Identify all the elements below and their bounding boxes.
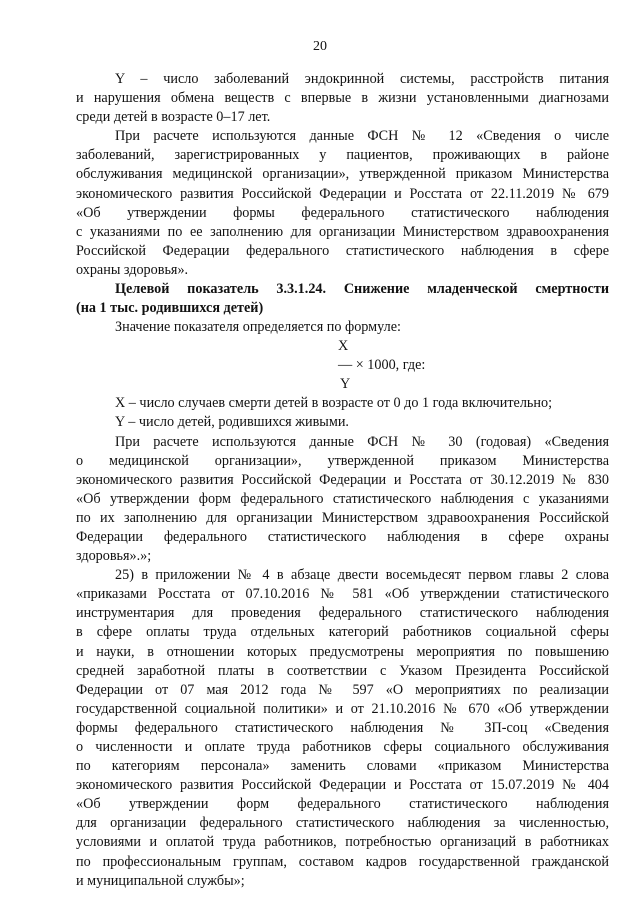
text-line: охраны здоровья».: [76, 261, 189, 278]
text-line: экономического развития Российской Федерации и Росстата от 30.12.2019 № 830: [76, 471, 609, 488]
text-line: инструментария для проведения федерального статистического наблюдения: [76, 605, 609, 622]
text-line: государственной социальной политики» и от 21.10.2016 № 670 «Об утверждении: [76, 700, 609, 717]
text-line: в сфере оплаты труда отдельных категорий работников социальной сферы: [76, 624, 609, 641]
text-line: «Об утверждении форм федерального статистического наблюдения: [76, 796, 609, 813]
text-line: «приказами Росстата от 07.10.2016 № 581 «Об утверждении статистического: [76, 586, 609, 603]
text-line: с указаниями по ее заполнению для организации Министерством здравоохранения: [76, 223, 609, 240]
text-line: экономического развития Российской Федерации и Росстата от 15.07.2019 № 404: [76, 777, 609, 794]
text-line: условиями и оплатой труда работников, потребностью организаций в работниках: [76, 834, 609, 851]
text-line: о медицинской организации», утвержденной приказом Министерства: [76, 452, 609, 469]
definition-x: [76, 394, 609, 413]
text-line: «Об утверждении форм федерального статистического наблюдения с указаниями: [76, 490, 609, 507]
section-heading-target-3-3-1-24: [76, 280, 609, 318]
text-line: Федерации федерального статистического наблюдения в сфере охраны: [76, 528, 609, 545]
paragraph-fsn-12-source: [76, 127, 609, 280]
text-line: здоровья».»;: [76, 548, 152, 565]
paragraph-item-25: [76, 566, 609, 891]
text-line: X – число случаев смерти детей в возрасте от 0 до 1 года включительно;: [115, 395, 553, 412]
document-body: [76, 70, 609, 891]
text-line: «Об утверждении формы федерального статистического наблюдения: [76, 204, 609, 221]
text-line: по профессиональным группам, составом кадров государственной гражданской: [76, 853, 609, 870]
paragraph-fsn-30-source: [76, 433, 609, 567]
text-line: для организации федерального статистического наблюдения за численностью,: [76, 815, 609, 832]
text-line: заболеваний, зарегистрированных у пациентов, проживающих в районе: [76, 147, 609, 164]
text-line: При расчете используются данные ФСН № 12 «Сведения о числе: [115, 128, 609, 145]
text-line: среди детей в возрасте 0–17 лет.: [76, 109, 271, 126]
text-line: При расчете используются данные ФСН № 30 (годовая) «Сведения: [115, 433, 609, 450]
formula-fraction-line: — × 1000, где:: [338, 357, 426, 374]
text-line: Российской Федерации федерального статистического наблюдения в сфере: [76, 242, 609, 259]
paragraph-y-definition-endocrine: [76, 70, 609, 127]
formula-denominator: Y: [340, 376, 351, 393]
text-line: обслуживания медицинской организации», утвержденной приказом Министерства: [76, 166, 609, 183]
text-line: по их заполнению для организации Министерством здравоохранения Российской: [76, 509, 609, 526]
text-line: Значение показателя определяется по формуле:: [115, 319, 401, 336]
text-line: по категориям персонала» заменить словами «приказом Министерства: [76, 758, 609, 775]
formula: [76, 337, 609, 394]
text-line: формы федерального статистического наблюдения № ЗП-соц «Сведения: [76, 719, 609, 736]
text-line: экономического развития Российской Федерации и Росстата от 22.11.2019 № 679: [76, 185, 609, 202]
heading-line: Целевой показатель 3.3.1.24. Снижение младенческой смертности: [115, 281, 609, 298]
formula-numerator: X: [338, 338, 349, 355]
definition-y: [76, 413, 609, 432]
text-line: и нарушения обмена веществ с впервые в жизни установленными диагнозами: [76, 90, 609, 107]
text-line: средней заработной платы в соответствии с Указом Президента Российской: [76, 662, 609, 679]
text-line: Y – число детей, родившихся живыми.: [115, 414, 349, 431]
text-line: 25) в приложении № 4 в абзаце двести восемьдесят первом главы 2 слова: [115, 567, 609, 584]
text-line: Y – число заболеваний эндокринной системы, расстройств питания: [115, 71, 609, 87]
text-line: и науки, в отношении которых предусмотрены мероприятия по повышению: [76, 643, 609, 660]
text-line: и муниципальной службы»;: [76, 872, 245, 889]
heading-line: (на 1 тыс. родившихся детей): [76, 300, 264, 317]
formula-intro: [76, 318, 609, 337]
text-line: о численности и оплате труда работников сферы социального обслуживания: [76, 739, 609, 755]
text-line: Федерации от 07 мая 2012 года № 597 «О мероприятиях по реализации: [76, 681, 609, 698]
page-number: 20: [313, 39, 327, 54]
